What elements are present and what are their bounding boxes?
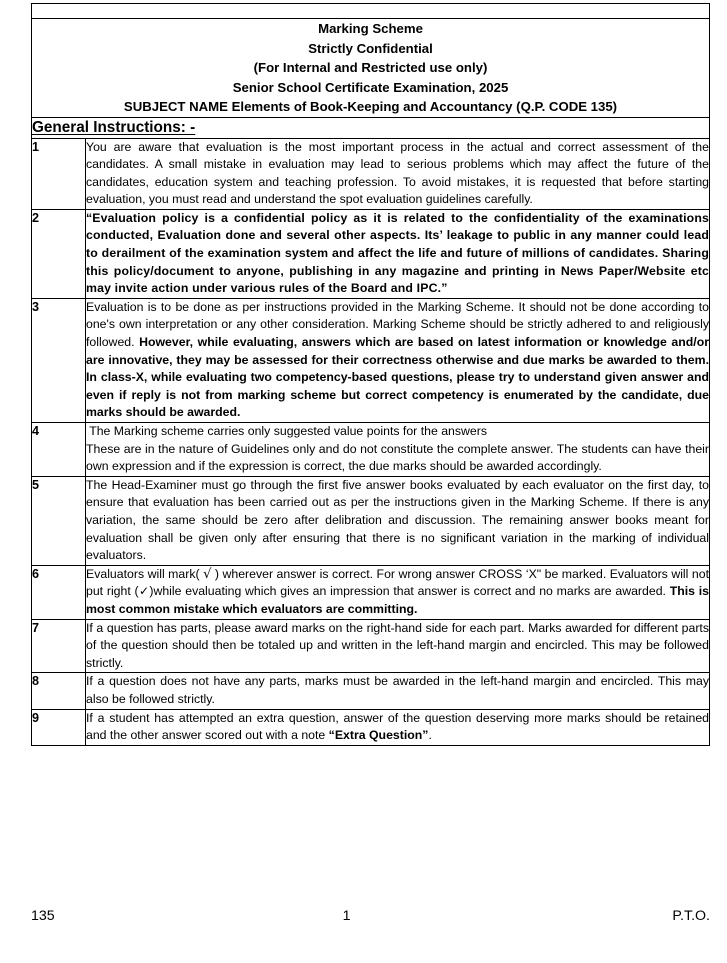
footer-page-number: 1	[342, 908, 351, 924]
general-instructions-row	[32, 117, 710, 138]
instruction-paragraph	[86, 299, 709, 422]
instruction-paragraph: If a question has parts, please award marks on the right-hand side for each part. Marks awarded for different parts of the question should then be totaled up and written in the left-hand margin and encircled. This may be followed strictly.	[86, 620, 709, 670]
instruction-row	[32, 709, 710, 745]
instruction-text-emphasis: However, while evaluating, answers which are based on latest information or knowledge and/or are innovative, they may be assessed for their correctness otherwise and due marks be awarded to them. In class-X, while evaluating two competency-based questions, please try to understand given answer and even if reply is not from marking scheme but correct competency is enumerated by the candidate, due marks should be awarded.	[86, 335, 709, 420]
instruction-segment-emphasis: This is most common mistake which evaluators are committing.	[86, 584, 710, 616]
instruction-row	[32, 209, 710, 298]
header-line-confidential: Strictly Confidential	[308, 40, 433, 56]
instruction-row	[32, 138, 710, 209]
instruction-number: 8	[32, 673, 86, 709]
top-spacer-row	[32, 4, 710, 19]
top-spacer-cell	[32, 4, 710, 19]
instruction-segment-one: If a student has attempted an extra question, answer of the question deserving more marks should be retained and the other answer scored out with a note	[86, 710, 709, 743]
header-row	[32, 19, 710, 118]
instruction-row	[32, 619, 710, 673]
header-line-subject: SUBJECT NAME Elements of Book-Keeping and Accountancy (Q.P. CODE 135)	[123, 99, 618, 114]
instruction-number: 1	[32, 138, 86, 209]
instruction-number: 5	[32, 476, 86, 565]
instruction-number: 7	[32, 619, 86, 673]
instruction-text	[86, 565, 710, 619]
instruction-text	[86, 138, 710, 209]
instruction-number: 9	[32, 709, 86, 745]
general-instructions-heading: General Instructions: -	[32, 118, 196, 136]
instruction-text	[86, 298, 710, 422]
document-header	[32, 19, 710, 118]
instruction-text	[86, 673, 710, 709]
header-line-title: Marking Scheme	[318, 21, 423, 36]
instruction-text-plain: Evaluation is to be done as per instructions provided in the Marking Scheme. It should not be done according to one's own interpretation or any other consideration. Marking Scheme should be strictly adhered to and religiously followed.	[86, 299, 709, 350]
footer-turn-over-note: P.T.O.	[672, 908, 710, 924]
instruction-text	[86, 423, 710, 477]
instruction-paragraph-first: The Marking scheme carries only suggested value points for the answers	[86, 424, 487, 438]
instruction-paragraph: If a question does not have any parts, marks must be awarded in the left-hand margin and encircled. This may also be followed strictly.	[86, 674, 709, 706]
instruction-paragraph	[86, 566, 709, 619]
instruction-row	[32, 673, 710, 709]
instruction-segment-tail: .	[428, 728, 432, 743]
footer-subject-code: 135	[31, 908, 55, 924]
instruction-row	[32, 565, 710, 619]
instruction-segment-three: )while evaluating which gives an impression that answer is correct and no marks are awarded.	[149, 584, 670, 599]
instruction-paragraph	[86, 710, 709, 745]
header-line-usage: (For Internal and Restricted use only)	[253, 60, 488, 75]
instruction-text	[86, 619, 710, 673]
instruction-paragraph: You are aware that evaluation is the most important process in the actual and correct assessment of the candidates. A small mistake in evaluation may lead to serious problems which may affect the future of the candidates, education system and teaching profession. To avoid mistakes, it is requested that before starting evaluation, you must read and understand the spot evaluation guidelines carefully.	[86, 139, 709, 207]
instruction-paragraph: The Head-Examiner must go through the first five answer books evaluated by each evaluator on the first day, to ensure that evaluation has been carried out as per the instructions given in the Marking Scheme. If there is any variation, the same should be zero after delibration and discussion. The remaining answer books meant for evaluation shall be given only after ensuring that there is no significant variation in the marking of individual evaluators.	[86, 477, 709, 563]
instruction-text	[86, 476, 710, 565]
header-line-exam: Senior School Certificate Examination, 2025	[232, 79, 509, 95]
instruction-row	[32, 298, 710, 422]
instruction-text	[86, 209, 710, 298]
instruction-segment-emphasis: “Extra Question”	[328, 728, 429, 743]
instruction-number: 3	[32, 298, 86, 422]
instruction-row	[32, 423, 710, 477]
instruction-row	[32, 476, 710, 565]
marking-scheme-table	[31, 3, 710, 746]
instruction-number: 2	[32, 209, 86, 298]
general-instructions-heading-cell	[32, 117, 710, 138]
instruction-text	[86, 709, 710, 745]
check-mark-thin-icon: √	[203, 566, 212, 582]
instruction-paragraph: “Evaluation policy is a confidential policy as it is related to the confidentiality of the examinations conducted, Evaluation done and several other aspects. Its’ leakage to public in any manner could lead to derailment of the examination system and affect the life and future of millions of candidates. Sharing this policy/document to anyone, publishing in any magazine and printing in News Paper/Website etc may invite action under various rules of the Board and IPC.”	[86, 210, 709, 296]
instruction-number: 6	[32, 565, 86, 619]
instruction-segment-one: Evaluators will mark(	[86, 566, 204, 581]
check-mark-bold-icon: ✓	[138, 584, 150, 599]
instruction-number: 4	[32, 423, 86, 477]
page-footer	[31, 908, 710, 924]
instruction-paragraph-second: These are in the nature of Guidelines only and do not constitute the complete answer. The students can have their own expression and if the expression is correct, the due marks should be awarded accordingly.	[86, 441, 709, 474]
instruction-segment-two: ) wherever answer is correct. For wrong answer CROSS ‘X" be marked. Evaluators will not put right (	[86, 566, 709, 599]
